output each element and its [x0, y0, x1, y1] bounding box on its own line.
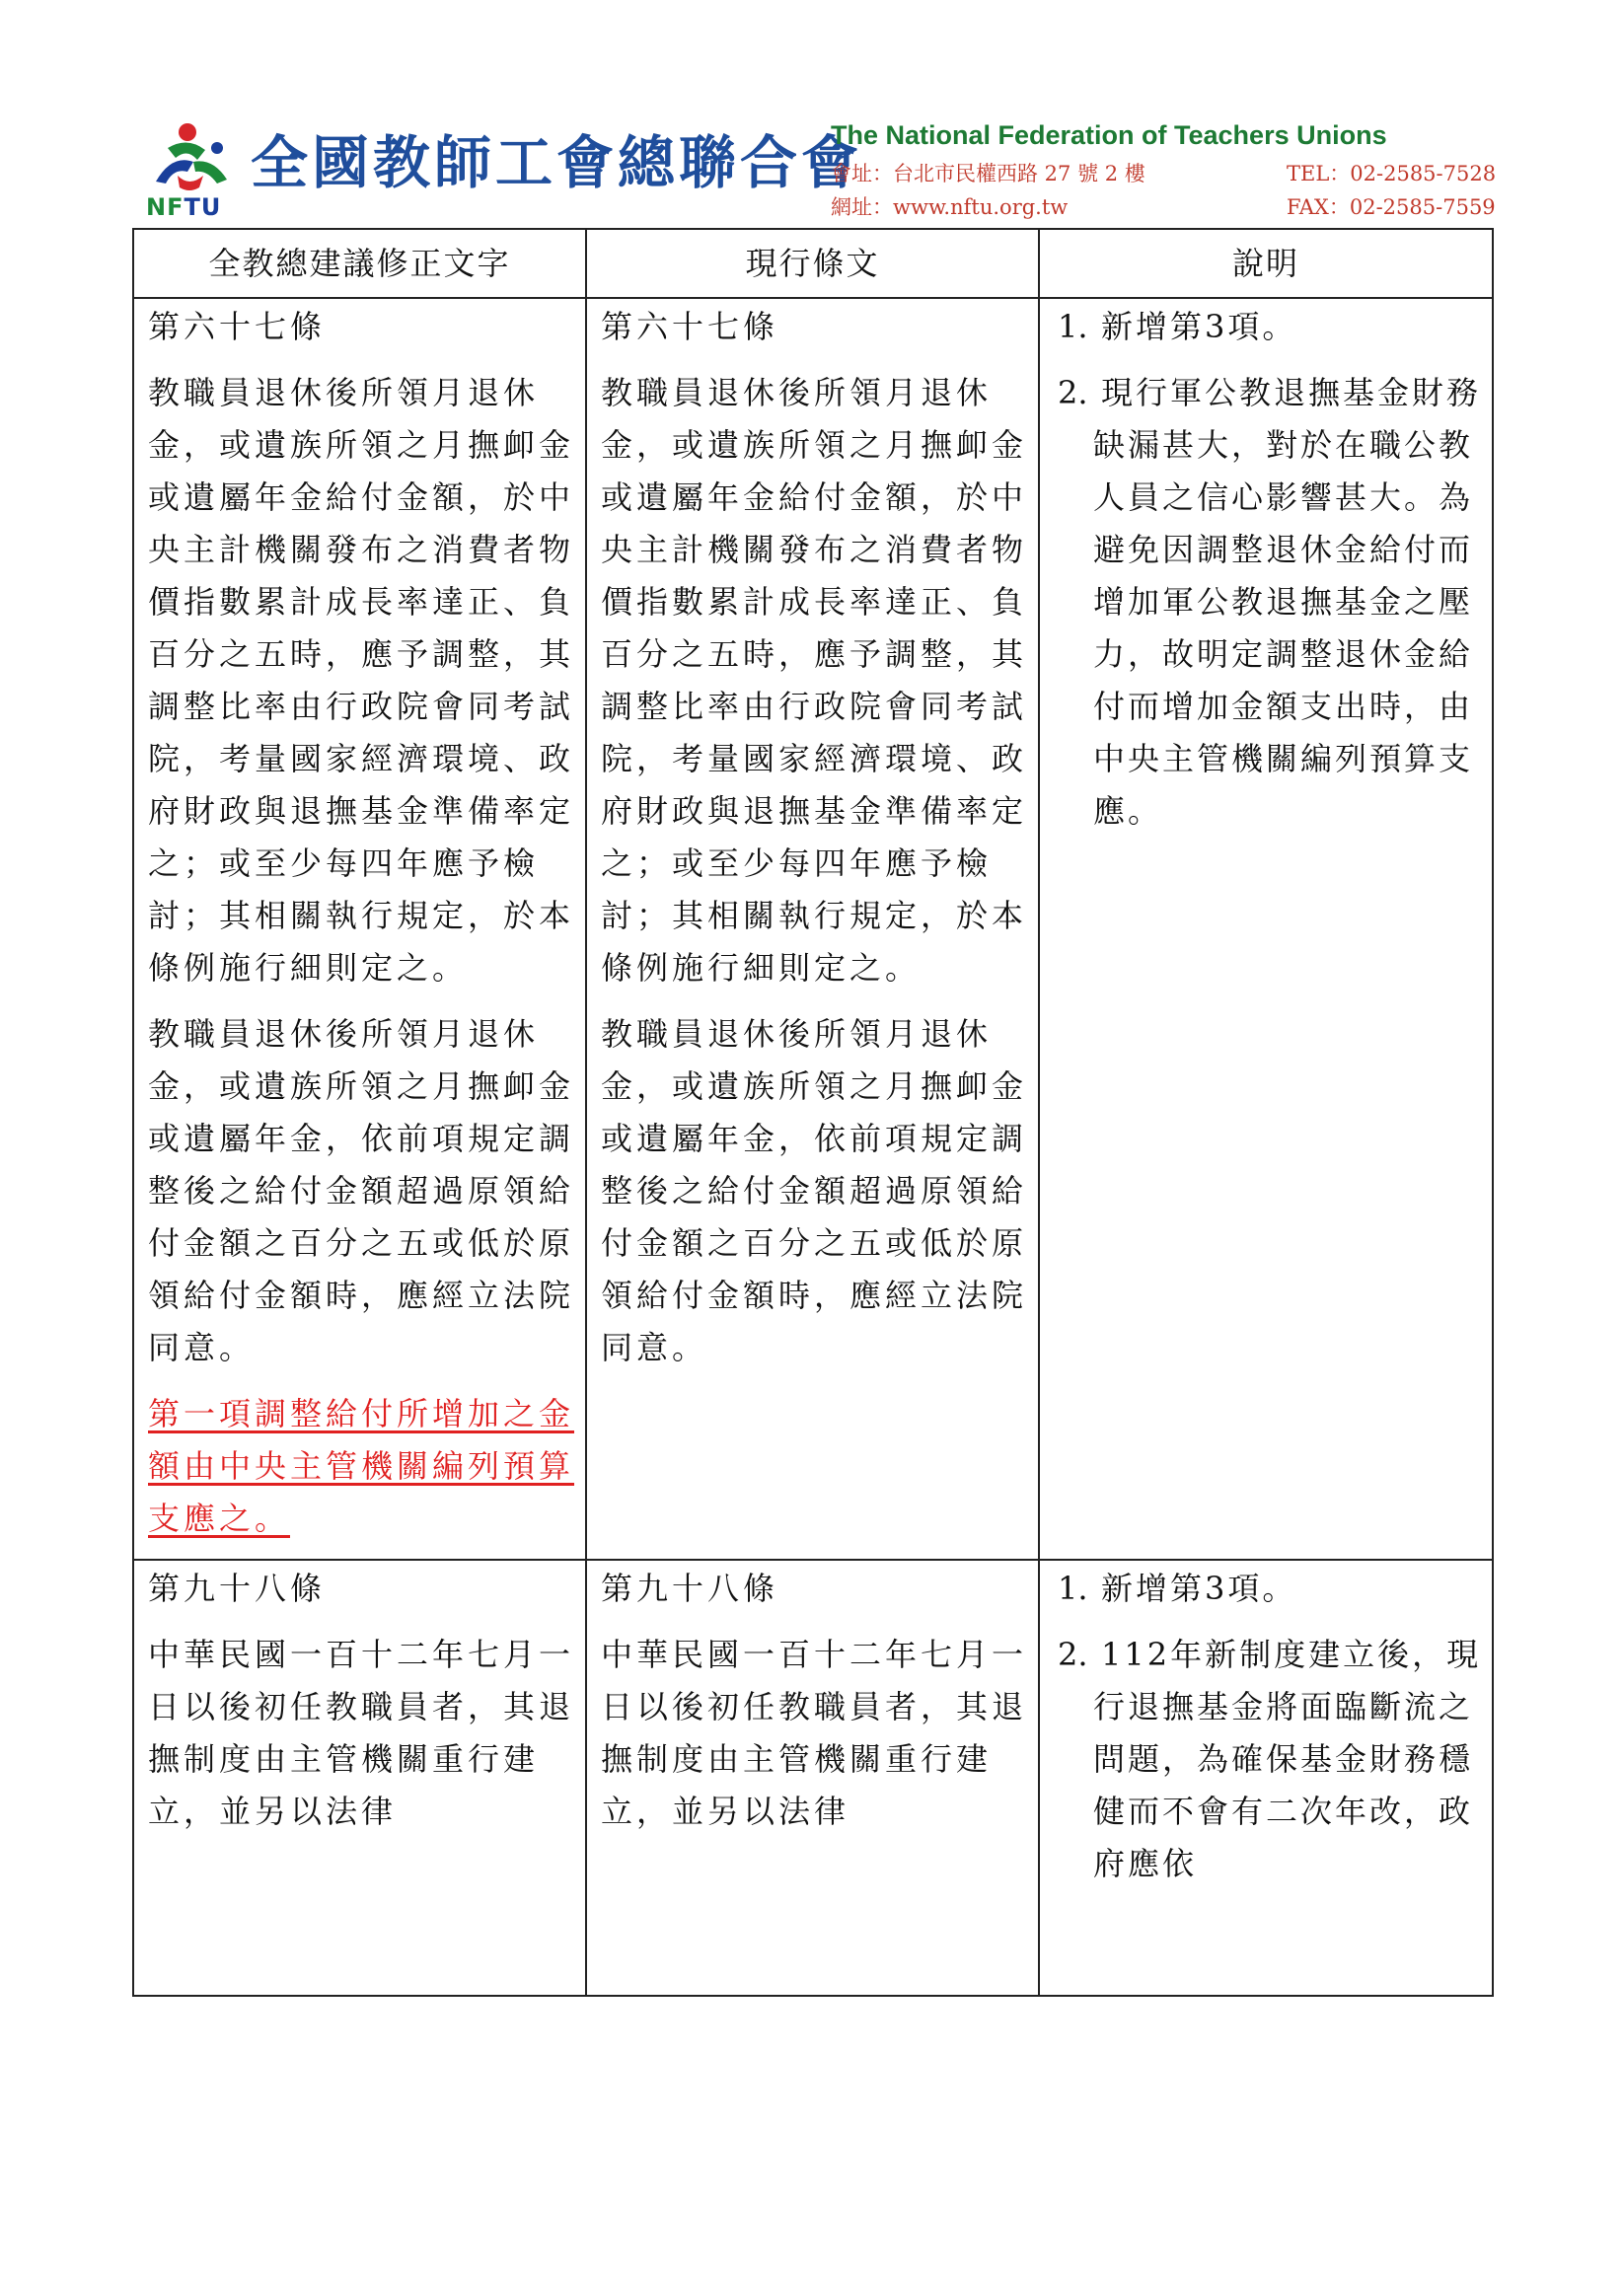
header-current: 現行條文 [586, 229, 1039, 298]
proposed-cell [133, 1560, 586, 1996]
note-text: 新增第3項。 [1101, 1570, 1297, 1607]
nftu-logo-icon [148, 118, 237, 197]
article-paragraph: 教職員退休後所領月退休金，或遺族所領之月撫卹金或遺屬年金給付金額，於中央主計機關發布之消費者物價指數累計成長率達正、負百分之五時，應予調整，其調整比率由行政院會同考試院，考量國家經濟環境、政府財政與退撫基金準備率定之；或至少每四年應予檢討；其相關執行規定，於本條例施行細則定之。 [148, 374, 575, 987]
article-paragraph: 教職員退休後所領月退休金，或遺族所領之月撫卹金或遺屬年金，依前項規定調整後之給付金額超過原領給付金額之百分之五或低於原領給付金額時，應經立法院同意。 [148, 1015, 575, 1366]
table-header-row [133, 229, 1493, 298]
contact-website: 網址：www.nftu.org.tw [831, 195, 1069, 219]
amendment-comparison-table [132, 228, 1494, 1997]
table-row [133, 1560, 1493, 1996]
header-proposed: 全教總建議修正文字 [133, 229, 586, 298]
current-cell [586, 1560, 1039, 1996]
note-item [1054, 301, 1486, 353]
current-cell [586, 298, 1039, 1560]
logo-abbr-part1: NF [146, 193, 185, 221]
article-paragraph: 教職員退休後所領月退休金，或遺族所領之月撫卹金或遺屬年金給付金額，於中央主計機關發布之消費者物價指數累計成長率達正、負百分之五時，應予調整，其調整比率由行政院會同考試院，考量國家經濟環境、政府財政與退撫基金準備率定之；或至少每四年應予檢討；其相關執行規定，於本條例施行細則定之。 [601, 374, 1028, 987]
header-explanation: 說明 [1039, 229, 1493, 298]
article-title: 第九十八條 [601, 1570, 779, 1607]
article-paragraph: 中華民國一百十二年七月一日以後初任教職員者，其退撫制度由主管機關重行建立，並另以法律 [148, 1636, 575, 1830]
article-paragraph: 中華民國一百十二年七月一日以後初任教職員者，其退撫制度由主管機關重行建立，並另以法律 [601, 1636, 1028, 1830]
added-paragraph: 第一項調整給付所增加之金額由中央主管機關編列預算支應之。 [148, 1395, 575, 1537]
note-item [1054, 1563, 1486, 1615]
note-text: 新增第3項。 [1101, 308, 1297, 345]
explanation-cell [1039, 1560, 1493, 1996]
proposed-cell [133, 298, 586, 1560]
contact-tel: TEL：02-2585-7528 [1287, 162, 1497, 185]
article-title: 第六十七條 [601, 308, 779, 345]
contact-address: 會址：台北市民權西路 27 號 2 樓 [831, 162, 1145, 185]
org-name-english: The National Federation of Teachers Unions [831, 120, 1387, 150]
note-item [1054, 1629, 1486, 1890]
note-item [1054, 367, 1486, 838]
explanation-cell [1039, 298, 1493, 1560]
org-name-chinese: 全國教師工會總聯合會 [251, 129, 863, 196]
article-title: 第九十八條 [148, 1570, 327, 1607]
note-number: 1. [1058, 308, 1088, 345]
note-number: 2. [1058, 374, 1088, 411]
logo-abbr-part2: TU [184, 193, 222, 221]
note-text: 112年新制度建立後，現行退撫基金將面臨斷流之問題，為確保基金財務穩健而不會有二次年改，政府應依 [1093, 1636, 1482, 1882]
note-number: 1. [1058, 1570, 1088, 1607]
note-text: 現行軍公教退撫基金財務缺漏甚大，對於在職公教人員之信心影響甚大。為避免因調整退休金給付而增加軍公教退撫基金之壓力，故明定調整退休金給付而增加金額支出時，由中央主管機關編列預算支應。 [1093, 374, 1482, 830]
article-title: 第六十七條 [148, 308, 327, 345]
letterhead [128, 109, 1500, 227]
table-row [133, 298, 1493, 1560]
logo-abbreviation [146, 193, 221, 221]
contact-fax: FAX：02-2585-7559 [1287, 195, 1496, 219]
article-paragraph: 教職員退休後所領月退休金，或遺族所領之月撫卹金或遺屬年金，依前項規定調整後之給付金額超過原領給付金額之百分之五或低於原領給付金額時，應經立法院同意。 [601, 1015, 1028, 1366]
note-number: 2. [1058, 1636, 1088, 1673]
